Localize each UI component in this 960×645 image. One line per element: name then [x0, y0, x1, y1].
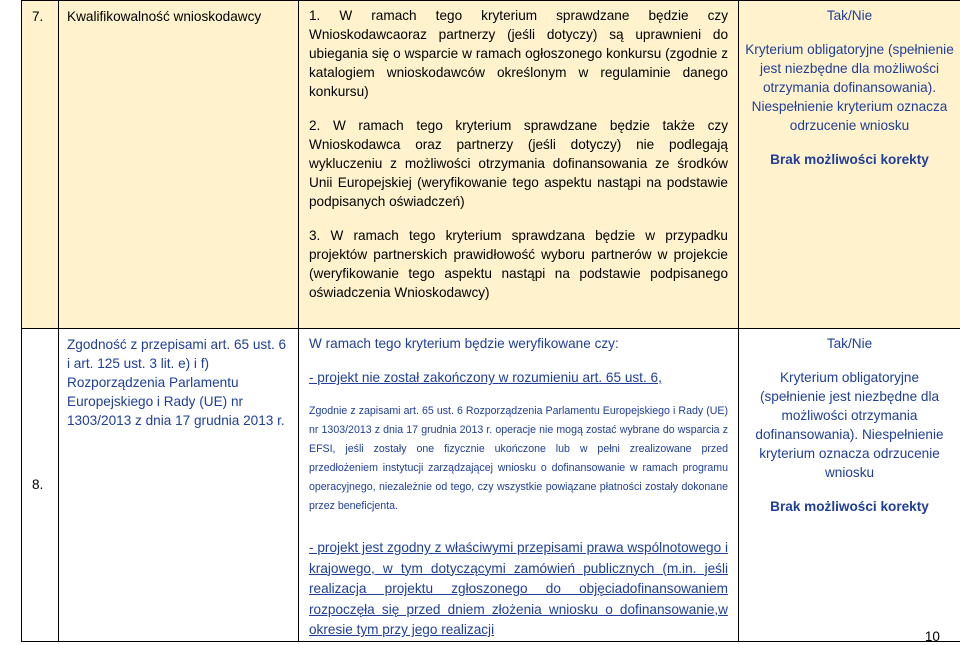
evaluation-type: Tak/Nie [826, 336, 873, 351]
criterion-evaluation [739, 1, 960, 329]
criterion-description [299, 1, 739, 329]
criterion-name: Zgodność z przepisami art. 65 ust. 6 i art. 125 ust. 3 lit. e) i f) Rozporządzenia Parlamentu Europejskiego i Rady (UE) nr 1303/2013 z dnia 17 grudnia 2013 r. [59, 329, 299, 642]
criterion-intro: W ramach tego kryterium będzie weryfikowane czy: [309, 336, 619, 351]
evaluation-text: Kryterium obligatoryjne (spełnienie jest niezbędne dla możliwości otrzymania dofinansowania). Niespełnienie kryterium oznacza odrzucenie wniosku [755, 370, 944, 480]
criterion-description [299, 329, 739, 642]
evaluation-type: Tak/Nie [826, 8, 873, 23]
criterion-row-8 [22, 329, 960, 642]
criterion-point-1-note: Zgodnie z zapisami art. 65 ust. 6 Rozporządzenia Parlamentu Europejskiego i Rady (UE) nr 1303/2013 z dnia 17 grudnia 2013 r. operacje nie mogą zostać wybrane do wsparcia z EFSI, jeśli zostały one fizycznie ukończone lub w pełni zrealizowane przed przedłożeniem instytucji zarządzającej wniosku o dofinansowanie w ramach programu operacyjnego, niezależnie od tego, czy wszystkie powiązane płatności zostały dokonane przez beneficjenta. [309, 405, 728, 512]
criterion-point-1: - projekt nie został zakończony w rozumieniu art. 65 ust. 6, [309, 370, 662, 385]
criterion-evaluation [739, 329, 960, 642]
criterion-row-7 [22, 1, 960, 329]
criterion-item-2: 2. W ramach tego kryterium sprawdzane będzie także czy Wnioskodawca oraz partnerzy (jeśli dotyczy) nie podlegają wykluczeniu z możliwości otrzymania dofinansowania ze środków Unii Europejskiej (weryfikowanie tego aspektu nastąpi na podstawie podpisanych oświadczeń) [309, 118, 728, 209]
criterion-point-2: - projekt jest zgodny z właściwymi przepisami prawa wspólnotowego i krajowego, w tym dotyczącymi zamówień publicznych (m.in. jeśli realizacja projektu zgłoszonego do objęciadofinansowaniem rozpoczęła się przed dniem złożenia wniosku o dofinansowanie,w okresie tym przy jego realizacji [309, 540, 728, 637]
page-number: 10 [924, 629, 940, 644]
criterion-number: 7. [22, 1, 59, 329]
evaluation-text: Kryterium obligatoryjne (spełnienie jest niezbędne dla możliwości otrzymania dofinansowania). Niespełnienie kryterium oznacza odrzucenie wniosku [745, 42, 954, 133]
criteria-table [21, 0, 960, 642]
criterion-name: Kwalifikowalność wnioskodawcy [59, 1, 299, 329]
criterion-number: 8. [22, 329, 59, 642]
criterion-item-1: 1. W ramach tego kryterium sprawdzane będzie czy Wnioskodawcaoraz partnerzy (jeśli dotyczy) są uprawnieni do ubiegania się o wsparcie w ramach ogłoszonego konkursu (zgodnie z katalogiem wnioskodawców określonym w regulaminie danego konkursu) [309, 8, 728, 99]
evaluation-note: Brak możliwości korekty [770, 499, 929, 514]
evaluation-note: Brak możliwości korekty [770, 152, 929, 167]
criterion-item-3: 3. W ramach tego kryterium sprawdzana będzie w przypadku projektów partnerskich prawidłowość wyboru partnerów w projekcie (weryfikowanie tego aspektu nastąpi na podstawie podpisanego oświadczenia Wnioskodawcy) [309, 228, 728, 300]
